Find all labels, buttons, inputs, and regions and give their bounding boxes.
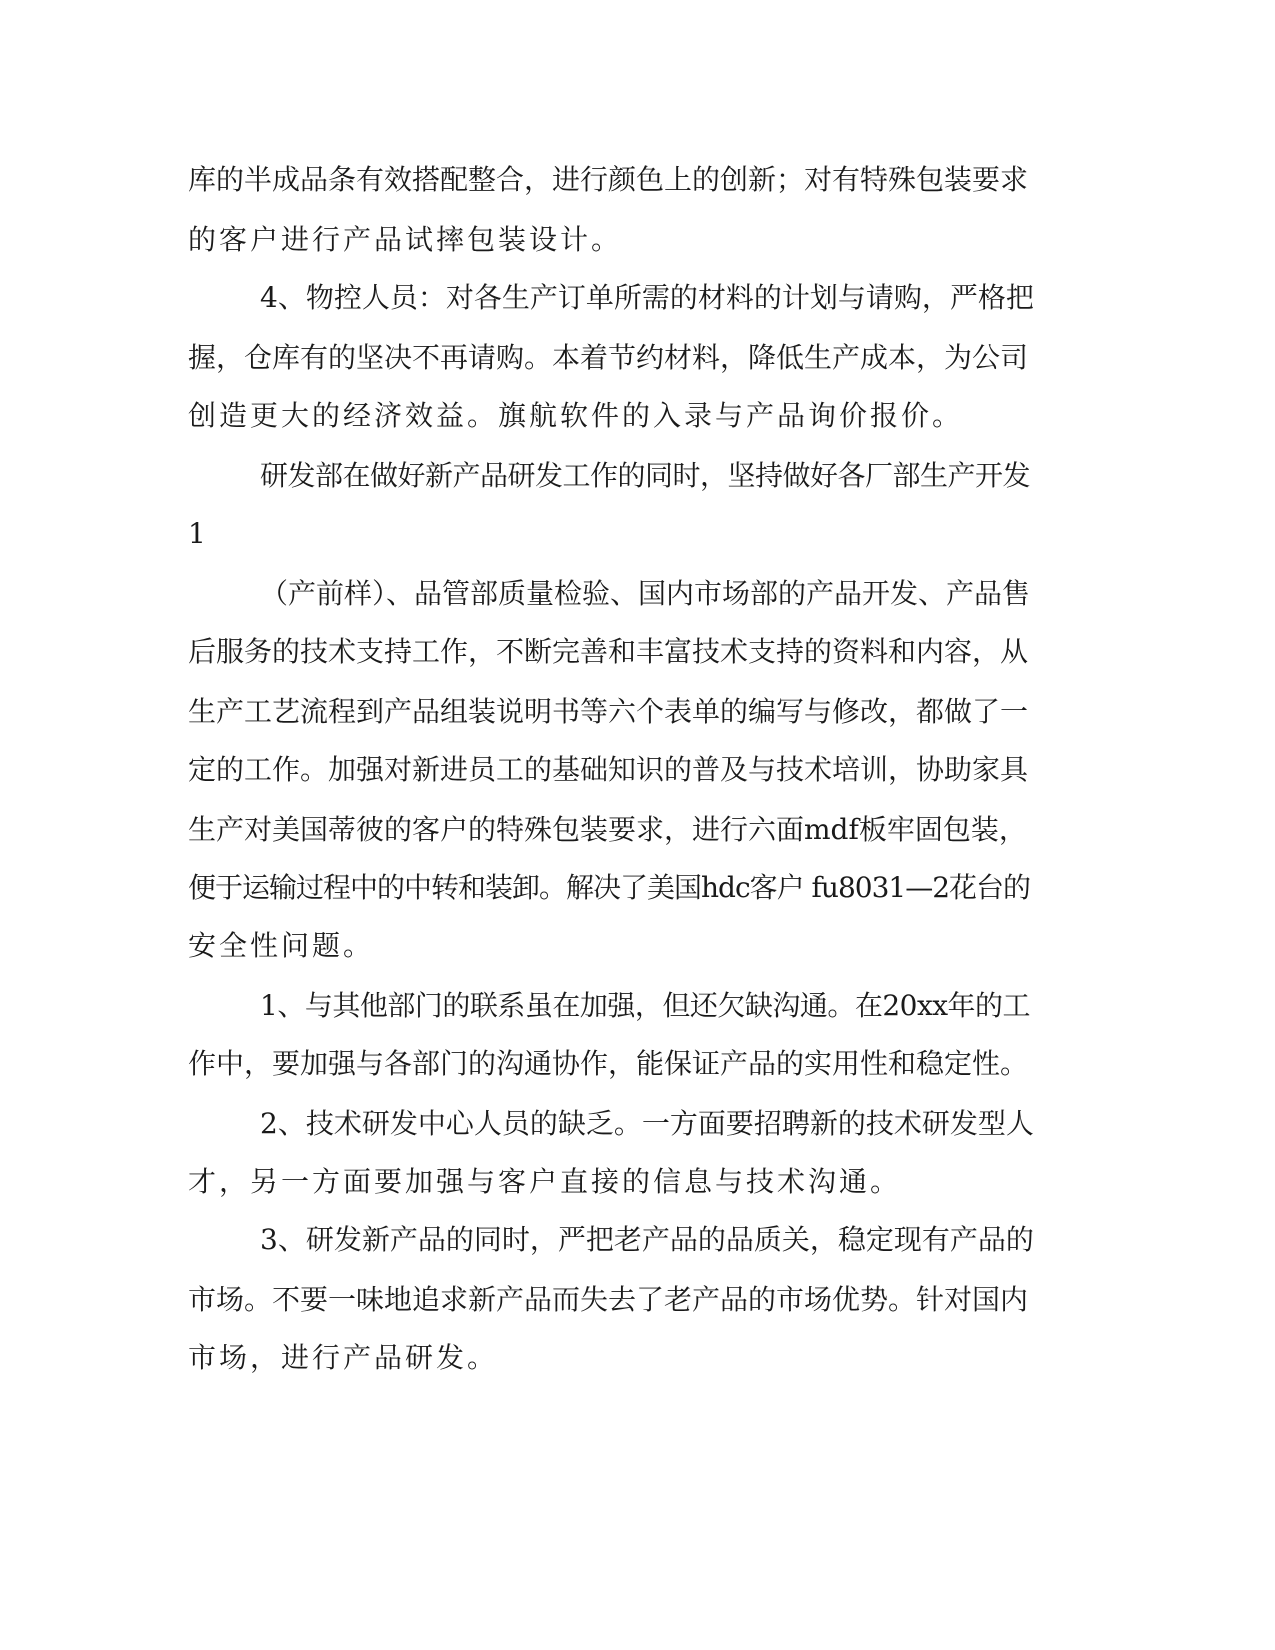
text-line: 便于运输过程中的中转和装卸。解决了美国hdc客户 fu8031—2花台的 bbox=[188, 871, 1031, 904]
text-line: 定的工作。加强对新进员工的基础知识的普及与技术培训，协助家具 bbox=[188, 753, 1029, 786]
text-line: 安全性问题。 bbox=[188, 929, 375, 962]
text-line: 1、与其他部门的联系虽在加强，但还欠缺沟通。在20xx年的工 bbox=[260, 989, 1031, 1022]
text-line: 2、技术研发中心人员的缺乏。一方面要招聘新的技术研发型人 bbox=[260, 1107, 1034, 1140]
text-line: 作中，要加强与各部门的沟通协作，能保证产品的实用性和稳定性。 bbox=[188, 1047, 1029, 1080]
text-line: 才，另一方面要加强与客户直接的信息与技术沟通。 bbox=[188, 1165, 902, 1198]
text-line: 生产对美国蒂彼的客户的特殊包装要求，进行六面mdf板牢固包装， bbox=[188, 813, 1027, 846]
text-line: 创造更大的经济效益。旗航软件的入录与产品询价报价。 bbox=[188, 399, 964, 432]
text-line: （产前样）、品管部质量检验、国内市场部的产品开发、产品售 bbox=[260, 577, 1031, 610]
text-line: 4、物控人员：对各生产订单所需的材料的计划与请购，严格把 bbox=[260, 281, 1034, 314]
text-line: 握，仓库有的坚决不再请购。本着节约材料，降低生产成本，为公司 bbox=[188, 341, 1029, 374]
text-line: 市场。不要一味地追求新产品而失去了老产品的市场优势。针对国内 bbox=[188, 1283, 1029, 1316]
text-line: 3、研发新产品的同时，严把老产品的品质关，稳定现有产品的 bbox=[260, 1223, 1034, 1256]
page-number: 1 bbox=[188, 517, 209, 550]
text-line: 研发部在做好新产品研发工作的同时，坚持做好各厂部生产开发 bbox=[260, 459, 1031, 492]
text-line: 市场，进行产品研发。 bbox=[188, 1341, 499, 1374]
text-line: 生产工艺流程到产品组装说明书等六个表单的编写与修改，都做了一 bbox=[188, 695, 1029, 728]
text-line: 后服务的技术支持工作，不断完善和丰富技术支持的资料和内容，从 bbox=[188, 635, 1029, 668]
text-line: 的客户进行产品试摔包装设计。 bbox=[188, 223, 623, 256]
text-line: 库的半成品条有效搭配整合，进行颜色上的创新；对有特殊包装要求 bbox=[188, 163, 1029, 196]
